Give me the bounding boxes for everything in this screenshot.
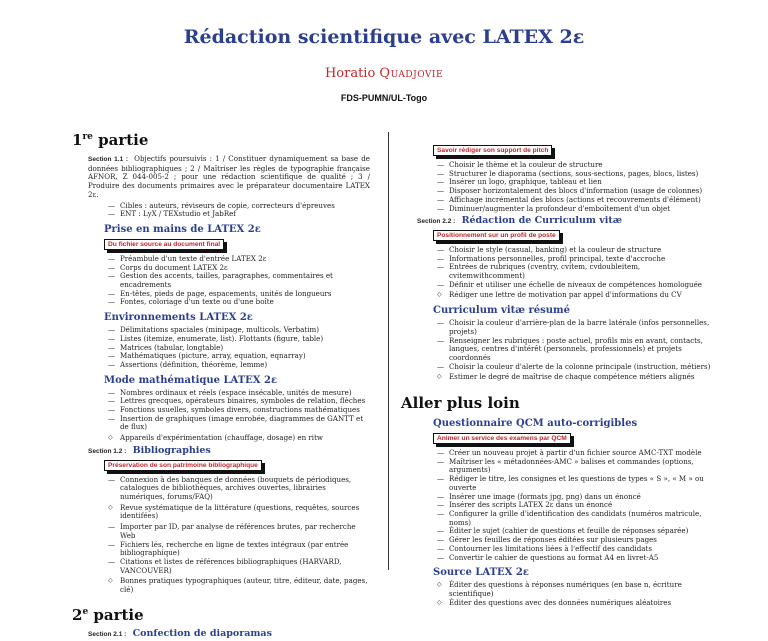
- cv-badge: Positionnement sur un profil de poste: [433, 230, 560, 241]
- author-first-name: Horatio: [324, 66, 376, 81]
- list-item: — Contourner les limitations liées à l'effectif des candidats: [437, 545, 711, 554]
- right-column: [401, 144, 711, 609]
- list-item: — Rédiger le titre, les consignes et les questions de types « S », « M » ou ouverte: [437, 475, 711, 492]
- resume-list: [401, 319, 711, 371]
- cibles-item: — Cibles : auteurs, réviseurs de copie, correcteurs d'épreuves: [108, 202, 370, 211]
- biblio-diamond-item: ◇ Bonnes pratiques typographiques (auteur, titre, éditeur, date, pages, clé): [108, 577, 370, 594]
- biblio-diamond-item: ◇ Revue systématique de la littérature (questions, requêtes, sources identifées): [108, 504, 370, 521]
- list-item: — Fonctions usuelles, symboles divers, constructions mathématiques: [108, 406, 370, 415]
- document-title: Rédaction scientifique avec LATEX 2ε: [183, 26, 585, 48]
- aller-heading: Aller plus loin: [401, 394, 520, 413]
- author: [0, 66, 768, 81]
- list-item: — Entrées de rubriques (cventry, cvitem, cvdoubleitem, cvitemwithcomment): [437, 263, 711, 280]
- prise-list: [72, 255, 370, 307]
- math-diamond-list: [72, 434, 370, 443]
- pitch-list: [401, 161, 711, 213]
- list-item: — Préambule d'un texte d'entrée LATEX 2ε: [108, 255, 370, 264]
- list-item: — Insérer une image (formats jpg, png) dans un énoncé: [437, 493, 711, 502]
- cv-list: [401, 246, 711, 290]
- targets-list: [72, 202, 370, 219]
- biblio-diamond1-list: [72, 504, 370, 521]
- source-title: Source LATEX 2ε: [433, 567, 529, 579]
- list-item: — Structurer le diaporama (sections, sous-sections, pages, blocs, listes): [437, 170, 711, 179]
- list-item: — Convertir le cahier de questions au format A4 en livret-A5: [437, 554, 711, 563]
- math-diamond-item: ◇ Appareils d'expérimentation (chauffage, dosage) en ritw: [108, 434, 370, 443]
- section-1-2-label: Section 1.2 :: [88, 447, 127, 455]
- list-item: — Définir et utiliser une échelle de niveaux de compétences homologuée: [437, 281, 711, 290]
- math-list: [72, 389, 370, 433]
- qcm-title: Questionnaire QCM auto-corrigibles: [433, 418, 638, 430]
- list-item: — Maîtriser les « métadonnées-AMC » balises et commandes (options, arguments): [437, 458, 711, 475]
- part1-heading: 1re partie: [72, 131, 149, 149]
- math-title: Mode mathématique LATEX 2ε: [104, 374, 278, 386]
- list-item: — En-têtes, pieds de page, espacements, unités de longueurs: [108, 290, 370, 299]
- list-item: — Importer par ID, par analyse de références brutes, par recherche Web: [108, 523, 370, 540]
- section-2-1-label: Section 2.1 :: [88, 630, 127, 638]
- list-item: — Corps du document LATEX 2ε: [108, 264, 370, 273]
- column-divider: [388, 132, 389, 570]
- list-item: ◇ Éditer des questions avec des données numériques aléatoires: [437, 599, 711, 608]
- section-1-1-label: Section 1.1 :: [88, 156, 129, 163]
- section-1-2-title: Bibliographies: [132, 444, 211, 456]
- list-item: — Éditer le sujet (cahier de questions et feuille de réponses séparée): [437, 527, 711, 536]
- list-item: — Connexion à des banques de données (bouquets de périodiques, catalogues de bibliothèques, archives ouvertes, librairies numériques, forums/FAQ): [108, 476, 370, 502]
- list-item: — Fontes, coloriage d'un texte ou d'une boîte: [108, 298, 370, 307]
- list-item: — Choisir la couleur d'arrière-plan de la barre latérale (infos personnelles, projets): [437, 319, 711, 336]
- prise-title: Prise en mains de LATEX 2ε: [104, 223, 261, 235]
- list-item: — Choisir le thème et la couleur de structure: [437, 161, 711, 170]
- list-item: — Configurer la grille d'identification des candidats (numéros matricule, noms): [437, 510, 711, 527]
- section-2-2-title: Rédaction de Curriculum vitæ: [461, 215, 623, 227]
- list-item: — Informations personnelles, profil principal, texte d'accroche: [437, 255, 711, 264]
- cv-diamond-item: ◇ Rédiger une lettre de motivation par appel d'informations du CV: [437, 291, 711, 300]
- section-2-2-heading: [417, 217, 711, 227]
- resume-diamond-list: [401, 373, 711, 382]
- author-last-name: Quadjovie: [379, 66, 444, 81]
- list-item: — Diminuer/augmenter la profondeur d'emboîtement d'un objet: [437, 205, 711, 214]
- section-1-1-text: Objectifs poursuivis : 1 / Constituer dynamiquement sa base de données bibliographiques ; 2 / Maîtriser les règles de typographie française AFNOR, Z 044-005-2 ; pour une rédaction scientifique de qualité ; 3 / Produire des documents primaires avec le préparateur documentaire LATEX 2ε.: [88, 154, 370, 199]
- section-2-1-heading: [88, 627, 370, 640]
- section-1-2-heading: [88, 444, 370, 457]
- list-item: — Mathématiques (picture, array, equation, eqnarray): [108, 352, 370, 361]
- list-item: — Assertions (définition, théorème, lemme): [108, 361, 370, 370]
- list-item: — Affichage incrémental des blocs (actions et recouvrements d'élément): [437, 196, 711, 205]
- part2-heading: 2e partie: [72, 605, 144, 624]
- list-item: — Lettres grecques, opérateurs binaires, symboles de relation, flèches: [108, 397, 370, 406]
- list-item: — Nombres ordinaux et réels (espace insécable, unités de mesure): [108, 389, 370, 398]
- source-list: [401, 581, 711, 607]
- list-item: — Insérer des scripts LATEX 2ε dans un énoncé: [437, 501, 711, 510]
- list-item: — Créer un nouveau projet à partir d'un fichier source AMC-TXT modèle: [437, 449, 711, 458]
- list-item: — Choisir le style (casual, banking) et la couleur de structure: [437, 246, 711, 255]
- prise-badge: Du fichier source au document final: [104, 239, 224, 250]
- list-item: — Disposer horizontalement des blocs d'information (usage de colonnes): [437, 187, 711, 196]
- biblio-diamond2-list: [72, 577, 370, 594]
- qcm-list: [401, 449, 711, 562]
- resume-diamond-item: ◇ Estimer le degré de maîtrise de chaque compétence métiers alignés: [437, 373, 711, 382]
- biblio-badge: Préservation de son patrimoine bibliographique: [104, 460, 262, 471]
- list-item: — Insertion de graphiques (image enrobée, diagrammes de GANTT et de flux): [108, 415, 370, 432]
- list-item: — Fichiers lés, recherche en ligne de textes intégraux (par entrée bibliographique): [108, 541, 370, 558]
- resume-title: Curriculum vitæ résumé: [433, 305, 570, 317]
- list-item: — Renseigner les rubriques : poste actuel, profils mis en avant, contacts, langues, centres d'intérêt (personnels, professionnels) et projets coordonnés: [437, 337, 711, 363]
- list-item: — Gestion des accents, tailles, paragraphes, commentaires et encadrements: [108, 272, 370, 289]
- biblio-list2: [72, 523, 370, 575]
- left-column: [72, 128, 370, 641]
- affiliation: FDS-PUMN/UL-Togo: [340, 93, 428, 103]
- list-item: — Citations et listes de références bibliographiques (HARVARD, VANCOUVER): [108, 558, 370, 575]
- section-1-1-paragraph: [88, 155, 370, 200]
- list-item: — Délimitations spaciales (minipage, multicols, Verbatim): [108, 326, 370, 335]
- pitch-badge: Savoir rédiger son support de pitch: [433, 145, 552, 156]
- env-list: [72, 326, 370, 370]
- env-title: Environnements LATEX 2ε: [104, 312, 253, 324]
- cv-diamond-list: [401, 291, 711, 300]
- section-2-2-label: Section 2.2 :: [417, 218, 456, 226]
- ent-item: — ENT : LyX / TEXstudio et JabRef: [108, 210, 370, 219]
- list-item: ◇ Éditer des questions à réponses numériques (en base n, écriture scientifique): [437, 581, 711, 598]
- section-2-1-title: Confection de diaporamas: [132, 627, 272, 639]
- list-item: — Choisir la couleur d'alerte de la colonne principale (instruction, métiers): [437, 363, 711, 372]
- list-item: — Insérer un logo, graphique, tableau et lien: [437, 178, 711, 187]
- list-item: — Gérer les feuilles de réponses éditées sur plusieurs pages: [437, 536, 711, 545]
- list-item: — Listes (itemize, enumerate, list). Flottants (figure, table): [108, 335, 370, 344]
- biblio-list: [72, 476, 370, 502]
- qcm-badge: Animer un service des examens par QCM: [433, 433, 571, 444]
- list-item: — Matrices (tabular, longtable): [108, 344, 370, 353]
